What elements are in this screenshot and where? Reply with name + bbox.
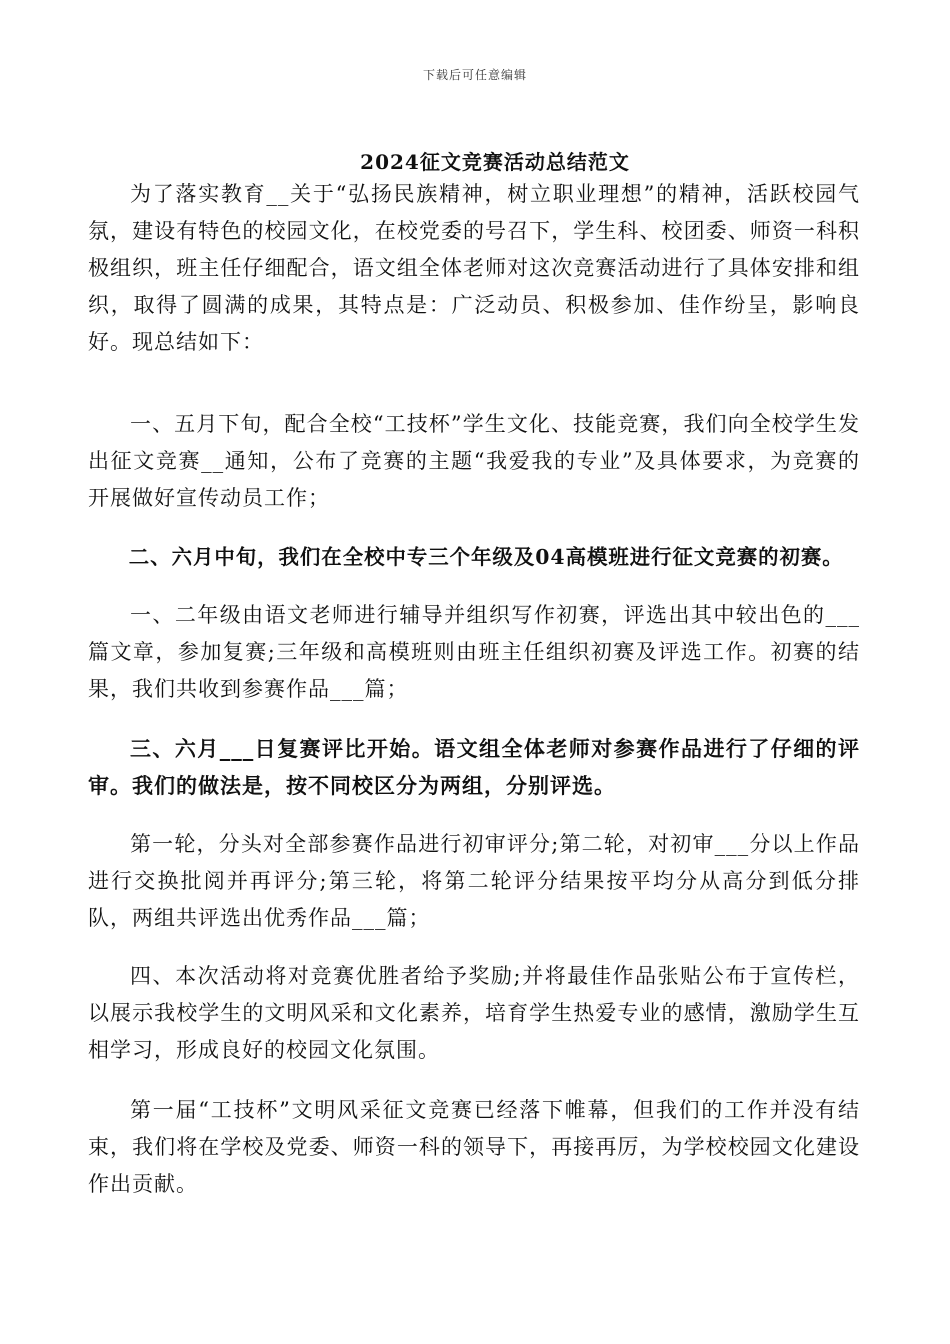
paragraph-item-3-detail: 第一轮，分头对全部参赛作品进行初审评分;第二轮，对初审___分以上作品进行交换批阅并再评分;第三轮，将第二轮评分结果按平均分从高分到低分排队，两组共评选出优秀作品___篇； <box>88 832 860 930</box>
paragraph-conclusion: 第一届“工技杯”文明风采征文竞赛已经落下帷幕，但我们的工作并没有结束，我们将在学校及党委、师资一科的领导下，再接再厉，为学校校园文化建设作出贡献。 <box>88 1098 860 1196</box>
paragraph-item-1: 一、五月下旬，配合全校“工技杯”学生文化、技能竞赛，我们向全校学生发出征文竞赛__通知，公布了竞赛的主题“我爱我的专业”及具体要求，为竞赛的开展做好宣传动员工作； <box>88 412 860 510</box>
paragraph-item-2-detail: 一、二年级由语文老师进行辅导并组织写作初赛，评选出其中较出色的___篇文章，参加复赛;三年级和高模班则由班主任组织初赛及评选工作。初赛的结果，我们共收到参赛作品___篇； <box>88 603 860 701</box>
paragraph-item-3-heading: 三、六月___日复赛评比开始。语文组全体老师对参赛作品进行了仔细的评审。我们的做法是，按不同校区分为两组，分别评选。 <box>88 736 860 798</box>
document-title: 2024征文竞赛活动总结范文 <box>360 150 630 174</box>
paragraph-item-4: 四、本次活动将对竞赛优胜者给予奖励;并将最佳作品张贴公布于宣传栏，以展示我校学生的文明风采和文化素养，培育学生热爱专业的感情，激励学生互相学习，形成良好的校园文化氛围。 <box>88 964 860 1062</box>
paragraph-item-2-heading: 二、六月中旬，我们在全校中专三个年级及04高模班进行征文竞赛的初赛。 <box>128 545 844 569</box>
paragraph-intro: 为了落实教育__关于“弘扬民族精神，树立职业理想”的精神，活跃校园气氛，建设有特色的校园文化，在校党委的号召下，学生科、校团委、师资一科积极组织，班主任仔细配合，语文组全体老师对这次竞赛活动进行了具体安排和组织，取得了圆满的成果，其特点是：广泛动员、积极参加、佳作纷呈，影响良好。现总结如下： <box>88 182 860 354</box>
header-note: 下载后可任意编辑 <box>422 68 527 82</box>
